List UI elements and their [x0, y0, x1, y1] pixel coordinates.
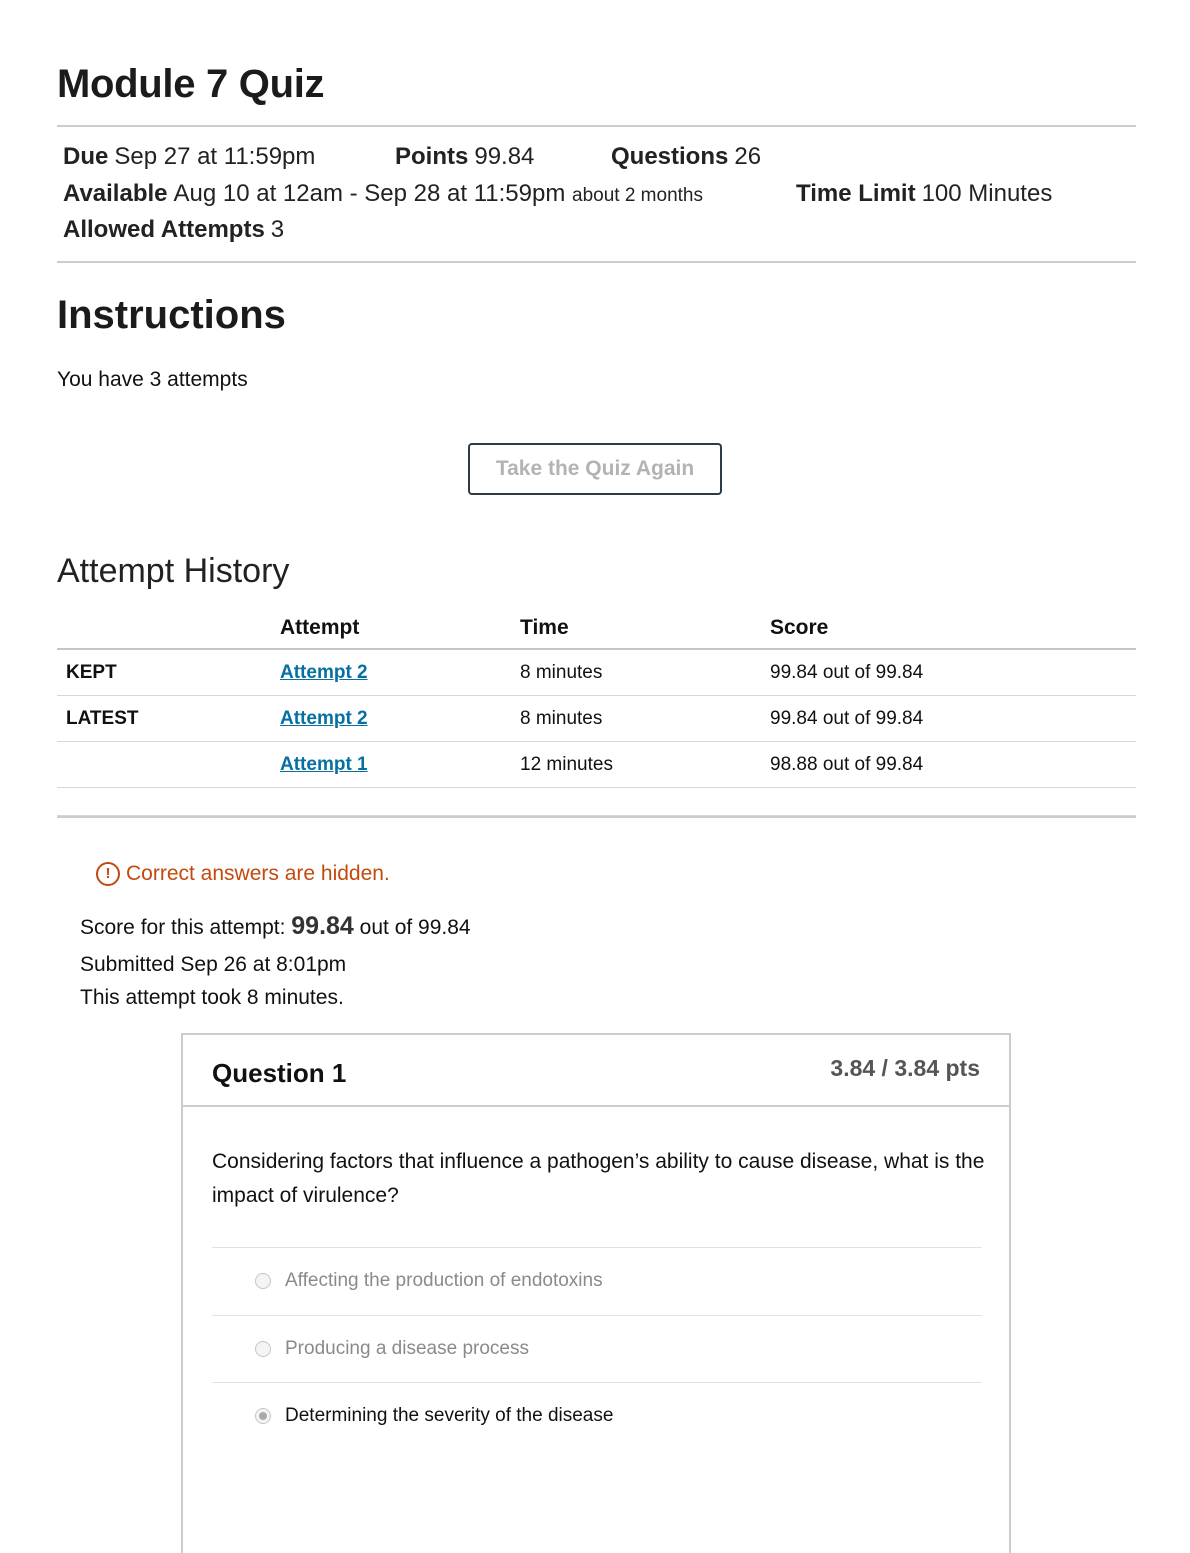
attempt-time: 8 minutes [520, 696, 770, 742]
column-header-time: Time [520, 608, 770, 649]
score-value: 99.84 [291, 912, 354, 940]
attempt-link[interactable]: Attempt 2 [280, 707, 368, 729]
attempt-link[interactable]: Attempt 1 [280, 753, 368, 775]
question-card [181, 1033, 1011, 1553]
attempt-time: 8 minutes [520, 649, 770, 696]
divider [57, 816, 1136, 818]
warning-text: Correct answers are hidden. [126, 862, 390, 885]
table-header-row [57, 608, 1136, 649]
divider [57, 125, 1136, 127]
answer-label: Determining the severity of the disease [285, 1405, 614, 1426]
warning-icon: ! [96, 862, 120, 886]
attempt-score: 98.88 out of 99.84 [770, 742, 1136, 788]
attempt-score: 99.84 out of 99.84 [770, 649, 1136, 696]
time-limit: Time Limit 100 Minutes [796, 180, 1053, 207]
column-header-attempt: Attempt [280, 608, 520, 649]
table-row [57, 696, 1136, 742]
question-header [183, 1035, 1009, 1107]
instructions-title: Instructions [57, 293, 286, 337]
attempt-history-title: Attempt History [57, 552, 290, 590]
answer-label: Affecting the production of endotoxins [285, 1270, 603, 1291]
radio-button-selected[interactable] [255, 1408, 271, 1424]
divider [57, 261, 1136, 263]
attempt-tag: KEPT [57, 649, 280, 696]
answer-option[interactable] [212, 1247, 982, 1314]
take-quiz-again-button[interactable]: Take the Quiz Again [468, 443, 722, 495]
attempt-tag [57, 742, 280, 788]
attempt-score: 99.84 out of 99.84 [770, 696, 1136, 742]
radio-button[interactable] [255, 1273, 271, 1289]
column-header-score: Score [770, 608, 1136, 649]
submitted-time: Submitted Sep 26 at 8:01pm [80, 953, 347, 976]
table-row [57, 649, 1136, 696]
question-title: Question 1 [212, 1058, 347, 1088]
question-text: Considering factors that influence a pathogen’s ability to cause disease, what is the impact of virulence? [212, 1150, 985, 1207]
question-points: 3.84 / 3.84 pts [830, 1055, 980, 1081]
attempt-tag: LATEST [57, 696, 280, 742]
attempt-time: 12 minutes [520, 742, 770, 788]
attempt-history-table [57, 608, 1136, 816]
attempt-score-line: Score for this attempt: 99.84 out of 99.84 [80, 912, 471, 940]
column-header-tag [57, 608, 280, 649]
points: Points 99.84 [395, 143, 535, 170]
table-spacer-row [57, 788, 1136, 816]
table-row [57, 742, 1136, 788]
answer-option[interactable] [212, 1315, 982, 1382]
hidden-answers-warning [96, 862, 390, 886]
due-date: Due Sep 27 at 11:59pm [63, 143, 316, 170]
availability: Available Aug 10 at 12am - Sep 28 at 11:59pm about 2 months [63, 180, 703, 207]
attempt-duration: This attempt took 8 minutes. [80, 986, 344, 1009]
answer-option[interactable] [212, 1382, 982, 1449]
instructions-text: You have 3 attempts [57, 368, 248, 391]
page-title: Module 7 Quiz [57, 62, 325, 106]
attempt-link[interactable]: Attempt 2 [280, 661, 368, 683]
answer-label: Producing a disease process [285, 1338, 529, 1359]
radio-button[interactable] [255, 1341, 271, 1357]
allowed-attempts: Allowed Attempts 3 [63, 216, 285, 243]
question-count: Questions 26 [611, 143, 762, 170]
